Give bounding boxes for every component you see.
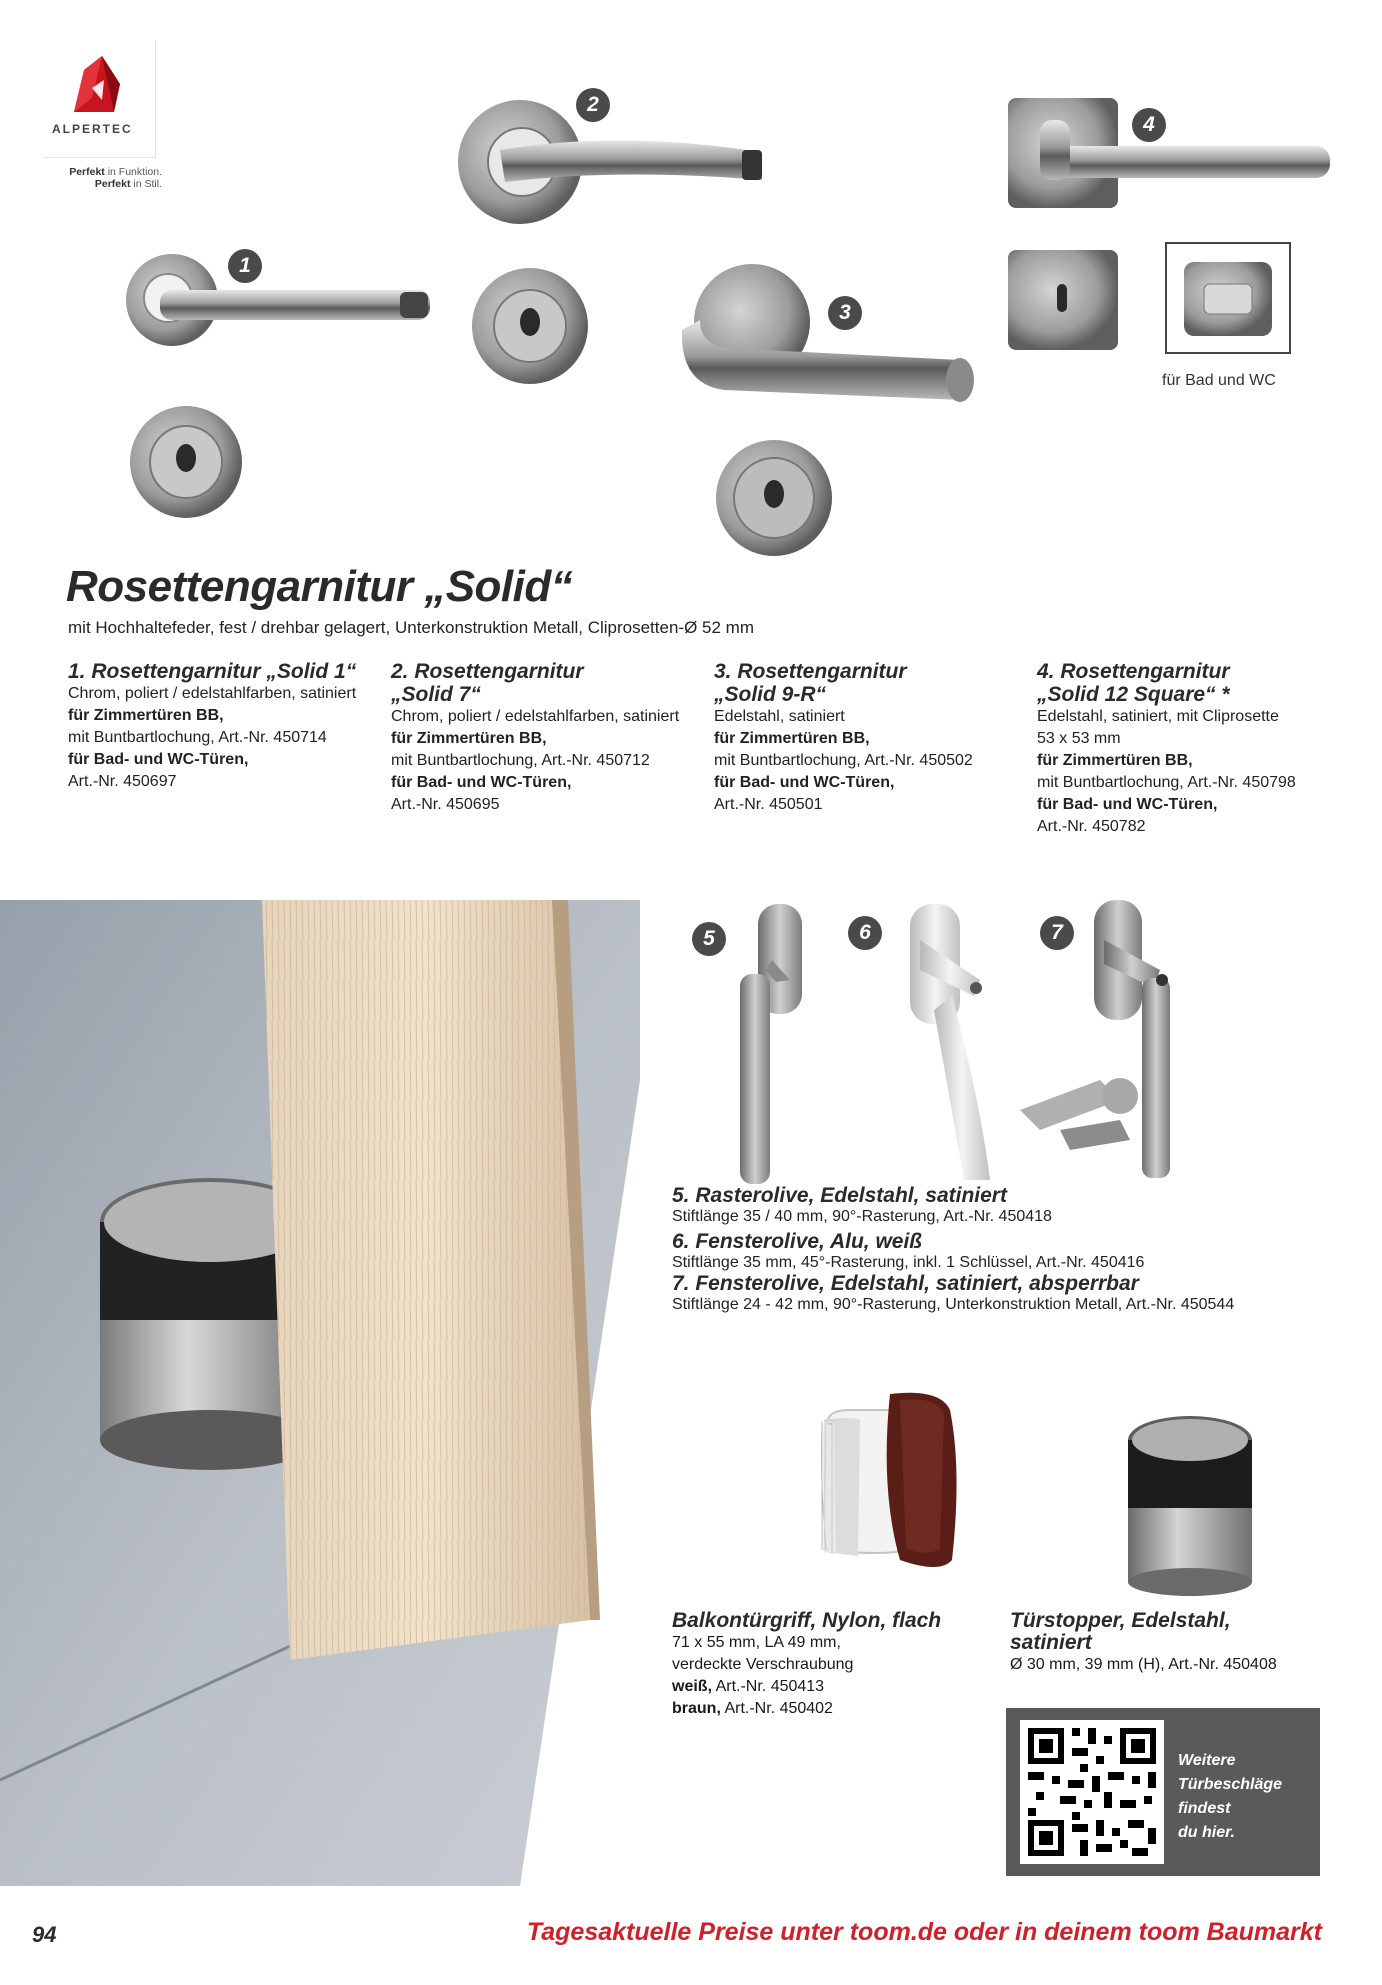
column-line: Art.-Nr. 450501: [714, 796, 823, 813]
column-line: mit Buntbartlochung, Art.-Nr. 450712: [391, 752, 650, 769]
column-line: für Bad- und WC-Türen,: [68, 751, 249, 768]
logo-tagline: Perfekt in Funktion. Perfekt in Stil.: [69, 166, 162, 190]
footer-price-notice[interactable]: Tagesaktuelle Preise unter toom.de oder in deinem toom Baumarkt: [526, 1918, 1322, 1946]
column-line: für Zimmertüren BB,: [391, 730, 547, 747]
balkon-description: [672, 1610, 972, 1720]
column-line: Art.-Nr. 450697: [68, 773, 177, 790]
balkon-stopper-images: [700, 1380, 1340, 1600]
product-column-2: [391, 660, 709, 816]
badge-4: 4: [1132, 108, 1166, 142]
column-heading: 3. Rosettengarnitur „Solid 9-R“: [714, 660, 907, 706]
olive-7-title: 7. Fensterolive, Edelstahl, satiniert, absperrbar: [672, 1272, 1139, 1295]
column-line: Chrom, poliert / edelstahlfarben, satiniert: [391, 708, 680, 725]
column-line: 53 x 53 mm: [1037, 730, 1121, 747]
column-heading: 1. Rosettengarnitur „Solid 1“: [68, 660, 357, 683]
stopper-title-2: satiniert: [1010, 1631, 1092, 1654]
product-column-1: [68, 660, 386, 793]
column-line: Art.-Nr. 450782: [1037, 818, 1146, 835]
brand-name: ALPERTEC: [52, 122, 133, 136]
column-line: Chrom, poliert / edelstahlfarben, satiniert: [68, 685, 357, 702]
balkon-griff-image: [822, 1393, 957, 1567]
olive-6-title: 6. Fensterolive, Alu, weiß: [672, 1230, 923, 1253]
handle-solid-9r-image: [682, 264, 974, 402]
badge-6: 6: [848, 916, 882, 950]
balkon-line: 71 x 55 mm, LA 49 mm,: [672, 1634, 841, 1651]
qr-callout: Weitere Türbeschläge findest du hier.: [1178, 1752, 1283, 1841]
column-line: für Zimmertüren BB,: [714, 730, 870, 747]
column-heading: 4. Rosettengarnitur „Solid 12 Square“ *: [1037, 660, 1230, 706]
handle-solid-12-square-image: [1008, 98, 1330, 208]
rasterolive-image: [740, 904, 802, 1184]
handle-solid-1-image: [126, 254, 430, 346]
badge-3: 3: [828, 296, 862, 330]
window-olive-images: [680, 900, 1200, 1190]
badge-7: 7: [1040, 916, 1074, 950]
column-line: für Bad- und WC-Türen,: [1037, 796, 1218, 813]
badge-5: 5: [692, 922, 726, 956]
column-line: Art.-Nr. 450695: [391, 796, 500, 813]
balkon-line: braun, Art.-Nr. 450402: [672, 1700, 833, 1717]
product-column-4: [1037, 660, 1337, 838]
olive-descriptions: [672, 1184, 1352, 1314]
balkon-line: verdeckte Verschraubung: [672, 1656, 854, 1673]
balkon-title: Balkontürgriff, Nylon, flach: [672, 1609, 942, 1632]
rosette-3-image: [716, 440, 832, 556]
badge-2: 2: [576, 88, 610, 122]
olive-6-text: Stiftlänge 35 mm, 45°-Rasterung, inkl. 1 Schlüssel, Art.-Nr. 450416: [672, 1254, 1145, 1271]
rosette-product-images: [0, 0, 1382, 560]
square-bathroom-rosette-image: [1166, 243, 1290, 353]
column-line: Edelstahl, satiniert: [714, 708, 845, 725]
image-caption: für Bad und WC: [1162, 372, 1276, 389]
square-rosette-image: [1008, 250, 1118, 350]
column-line: Edelstahl, satiniert, mit Cliprosette: [1037, 708, 1279, 725]
column-line: mit Buntbartlochung, Art.-Nr. 450798: [1037, 774, 1296, 791]
rosette-2-image: [472, 268, 588, 384]
fensterolive-alu-image: [910, 904, 990, 1180]
column-line: mit Buntbartlochung, Art.-Nr. 450714: [68, 729, 327, 746]
page-title: Rosettengarnitur „Solid“: [66, 562, 573, 611]
handle-solid-7-image: [458, 100, 762, 224]
tuerstopper-image: [1128, 1416, 1252, 1596]
olive-7-text: Stiftlänge 24 - 42 mm, 90°-Rasterung, Unterkonstruktion Metall, Art.-Nr. 450544: [672, 1296, 1235, 1313]
qr-code-icon[interactable]: [1020, 1720, 1164, 1864]
column-heading: 2. Rosettengarnitur „Solid 7“: [391, 660, 584, 706]
column-line: für Zimmertüren BB,: [1037, 752, 1193, 769]
olive-5-title: 5. Rasterolive, Edelstahl, satiniert: [672, 1184, 1007, 1207]
column-line: für Bad- und WC-Türen,: [391, 774, 572, 791]
column-line: für Bad- und WC-Türen,: [714, 774, 895, 791]
stopper-description: [1010, 1610, 1340, 1676]
rosette-1-image: [130, 406, 242, 518]
product-column-3: [714, 660, 1032, 816]
balkon-line: weiß, Art.-Nr. 450413: [672, 1678, 825, 1695]
stopper-text: Ø 30 mm, 39 mm (H), Art.-Nr. 450408: [1010, 1656, 1277, 1673]
page-number: 94: [32, 1922, 57, 1947]
column-line: mit Buntbartlochung, Art.-Nr. 450502: [714, 752, 973, 769]
olive-5-text: Stiftlänge 35 / 40 mm, 90°-Rasterung, Art.-Nr. 450418: [672, 1208, 1052, 1225]
column-line: für Zimmertüren BB,: [68, 707, 224, 724]
page-subtitle: mit Hochhaltefeder, fest / drehbar gelagert, Unterkonstruktion Metall, Cliprosetten-Ø 52 mm: [68, 618, 754, 637]
badge-1: 1: [228, 249, 262, 283]
door-stopper-photo: [0, 900, 640, 1886]
stopper-title-1: Türstopper, Edelstahl,: [1010, 1609, 1231, 1632]
